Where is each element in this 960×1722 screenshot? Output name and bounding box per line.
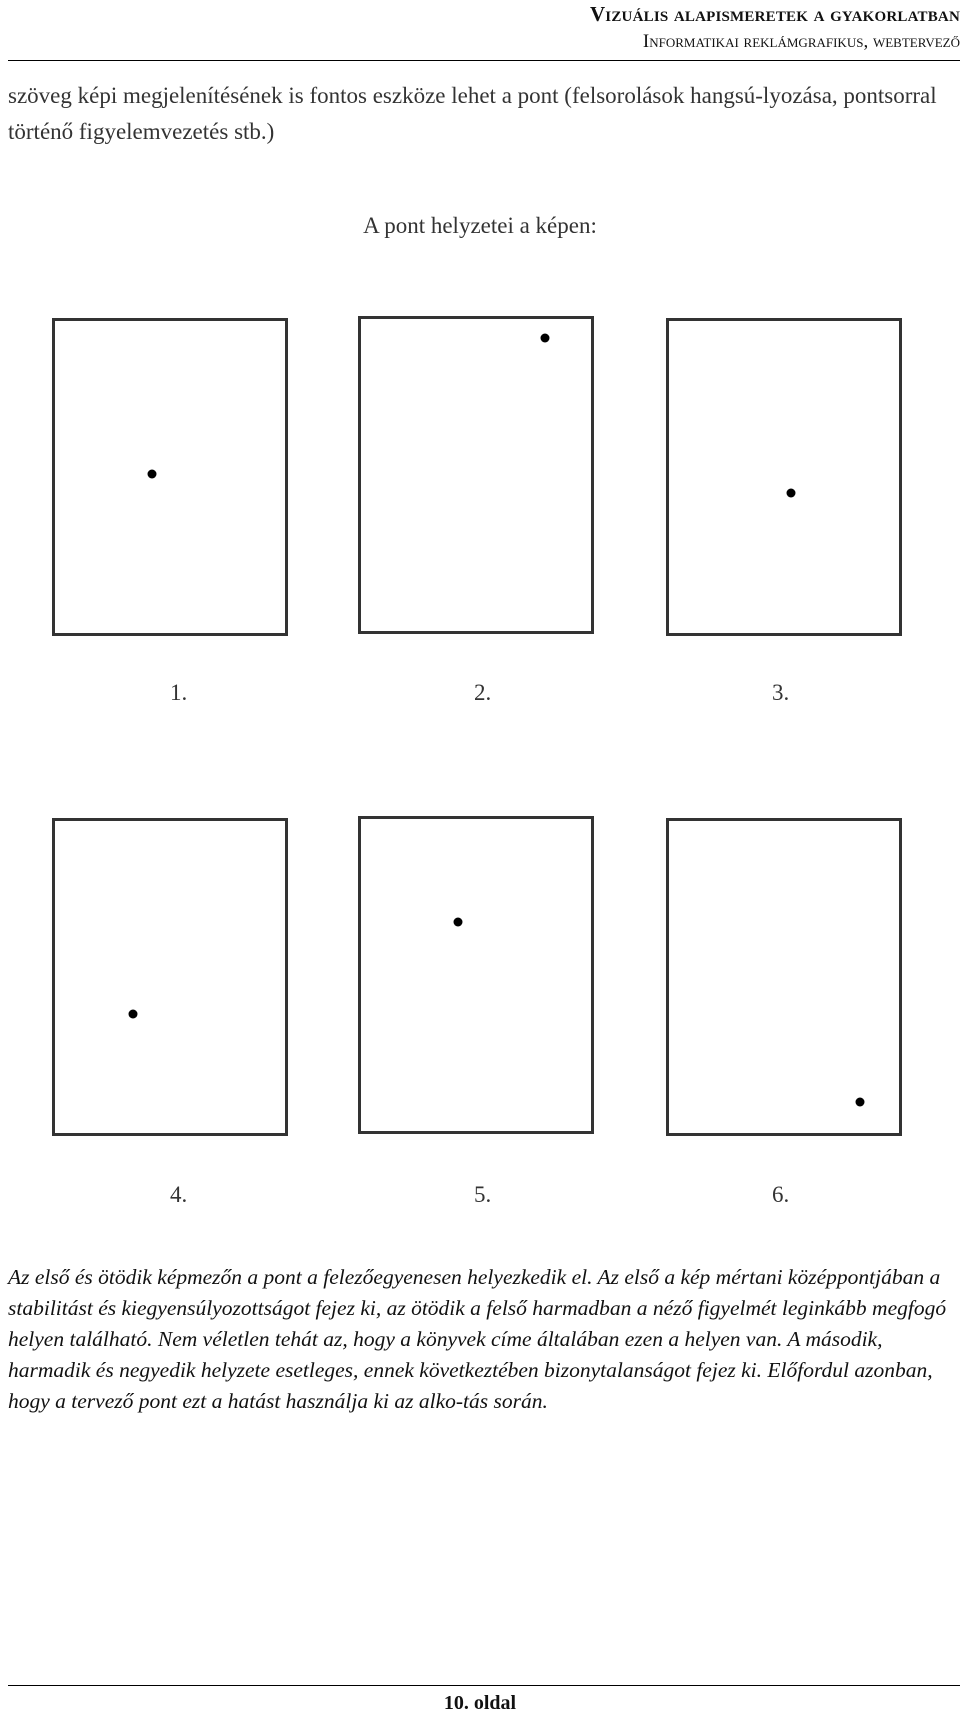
panel-frame-4 [52,818,288,1136]
panel-dot-2 [541,333,550,342]
panel-frame-5 [358,816,594,1134]
panel-dot-5 [453,917,462,926]
section-title: A pont helyzetei a képen: [363,213,597,238]
panel-dot-4 [129,1010,138,1019]
panel-label-1: 1. [170,680,188,705]
panel-dot-3 [786,488,795,497]
panel-label-5: 5. [474,1182,492,1207]
panel-label-4: 4. [170,1182,188,1207]
panel-frame-1 [52,318,288,636]
panel-label-3: 3. [772,680,790,705]
panel-frame-6 [666,818,902,1136]
dot-position-figure [0,280,960,1207]
panel-label-6: 6. [772,1182,790,1207]
panel-labels-row-2 [0,1182,960,1212]
panel-frame-3 [666,318,902,636]
panel-labels-row-1 [0,680,960,710]
page-number: 10. oldal [443,1692,517,1714]
panel-dot-6 [855,1097,864,1106]
footer-divider [8,1685,960,1686]
explanation-paragraph: Az első és ötödik képmezőn a pont a felezőegyenesen helyezkedik el. Az első a kép mértani középpontjában a stabilitást és kiegyensúlyozottságot fejez ki, az ötödik a felső harmadban a néző figyelmét leginkább megfogó helyen található. Nem véletlen tehát az, hogy a könyvek címe általában ezen a helyen van. A második, harmadik és negyedik helyzete esetleges, ennek következtében bizonytalanságot fejez ki. Előfordul azonban, hogy a tervező pont ezt a hatást használja ki az alko-tás során. [8,1265,947,1413]
header-subtitle: Informatikai reklámgrafikus, webtervező [642,31,960,52]
panel-label-2: 2. [474,680,492,705]
panel-dot-1 [147,469,156,478]
intro-paragraph: szöveg képi megjelenítésének is fontos eszköze lehet a pont (felsorolások hangsú-lyozása, pontsorral történő figyelemvezetés stb.) [8,83,937,144]
page-header [0,0,960,56]
header-title: Vizuális alapismeretek a gyakorlatban [589,2,960,26]
panel-frame-2 [358,316,594,634]
header-divider [8,60,960,61]
